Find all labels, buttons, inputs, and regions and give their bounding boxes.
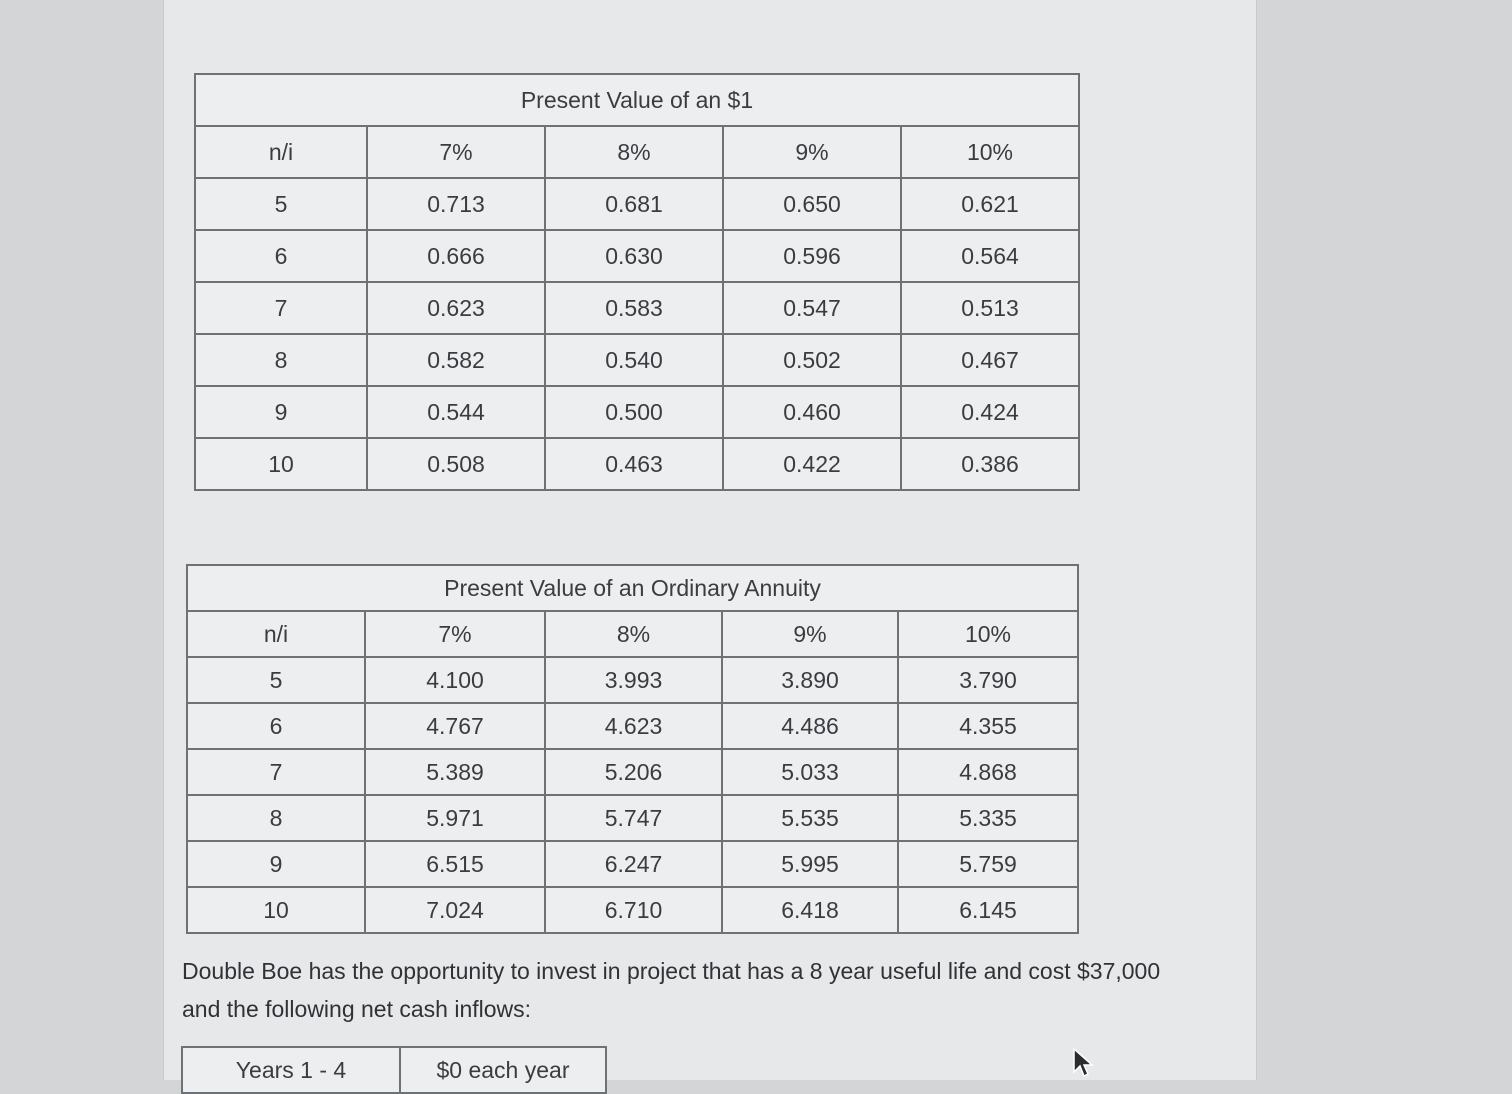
header-row <box>187 611 1078 657</box>
factor-cell: 5.389 <box>365 749 545 795</box>
factor-cell: 4.100 <box>365 657 545 703</box>
column-header: n/i <box>195 126 367 178</box>
factor-cell: 0.386 <box>901 438 1079 490</box>
period-cell: 6 <box>195 230 367 282</box>
factor-cell: 4.355 <box>898 703 1078 749</box>
column-header: n/i <box>187 611 365 657</box>
factor-cell: 4.868 <box>898 749 1078 795</box>
factor-cell: 3.790 <box>898 657 1078 703</box>
period-cell: 5 <box>195 178 367 230</box>
present-value-table <box>194 73 1080 491</box>
factor-cell: 0.424 <box>901 386 1079 438</box>
factor-cell: 4.767 <box>365 703 545 749</box>
table-row <box>195 178 1079 230</box>
factor-cell: 0.500 <box>545 386 723 438</box>
annuity-table <box>186 564 1079 934</box>
table-row <box>187 887 1078 933</box>
factor-cell: 0.582 <box>367 334 545 386</box>
factor-cell: 0.502 <box>723 334 901 386</box>
period-cell: 5 <box>187 657 365 703</box>
table-row <box>187 841 1078 887</box>
arrow-pointer-icon <box>1072 1048 1094 1078</box>
factor-cell: 5.033 <box>722 749 898 795</box>
factor-cell: 0.508 <box>367 438 545 490</box>
factor-cell: 5.995 <box>722 841 898 887</box>
table-title: Present Value of an Ordinary Annuity <box>187 565 1078 611</box>
factor-cell: 0.547 <box>723 282 901 334</box>
content-page <box>163 0 1257 1083</box>
period-cell: 8 <box>195 334 367 386</box>
factor-cell: 5.335 <box>898 795 1078 841</box>
table-row <box>195 282 1079 334</box>
factor-cell: 5.206 <box>545 749 722 795</box>
column-header: 10% <box>898 611 1078 657</box>
factor-cell: 0.713 <box>367 178 545 230</box>
period-cell: 9 <box>195 386 367 438</box>
period-cell: 8 <box>187 795 365 841</box>
factor-cell: 0.422 <box>723 438 901 490</box>
factor-cell: 0.596 <box>723 230 901 282</box>
period-cell: 10 <box>195 438 367 490</box>
problem-description: Double Boe has the opportunity to invest in project that has a 8 year useful life and cost $37,000 and the following net cash inflows: <box>182 958 1161 1022</box>
factor-cell: 6.710 <box>545 887 722 933</box>
table-row <box>195 386 1079 438</box>
factor-cell: 0.564 <box>901 230 1079 282</box>
header-row <box>195 126 1079 178</box>
factor-cell: 0.666 <box>367 230 545 282</box>
factor-cell: 3.890 <box>722 657 898 703</box>
factor-cell: 0.460 <box>723 386 901 438</box>
column-header: 10% <box>901 126 1079 178</box>
table-title: Present Value of an $1 <box>195 74 1079 126</box>
factor-cell: 0.467 <box>901 334 1079 386</box>
factor-cell: 0.544 <box>367 386 545 438</box>
factor-cell: 0.463 <box>545 438 723 490</box>
cash-flow-row <box>182 1047 606 1093</box>
table-row <box>195 438 1079 490</box>
table-row <box>187 703 1078 749</box>
period-cell: 7 <box>187 749 365 795</box>
period-cell: 10 <box>187 887 365 933</box>
factor-cell: 4.486 <box>722 703 898 749</box>
period-cell: 6 <box>187 703 365 749</box>
factor-cell: 6.418 <box>722 887 898 933</box>
factor-cell: 5.747 <box>545 795 722 841</box>
factor-cell: 0.513 <box>901 282 1079 334</box>
cash-flow-period: Years 1 - 4 <box>182 1047 400 1093</box>
cash-flow-amount: $0 each year <box>400 1047 606 1093</box>
column-header: 8% <box>545 611 722 657</box>
factor-cell: 0.540 <box>545 334 723 386</box>
factor-cell: 7.024 <box>365 887 545 933</box>
column-header: 9% <box>722 611 898 657</box>
column-header: 7% <box>367 126 545 178</box>
cash-flow-table <box>181 1046 607 1094</box>
table-row <box>195 230 1079 282</box>
period-cell: 7 <box>195 282 367 334</box>
factor-cell: 0.623 <box>367 282 545 334</box>
table-row <box>195 334 1079 386</box>
factor-cell: 0.681 <box>545 178 723 230</box>
column-header: 9% <box>723 126 901 178</box>
table-title-row <box>195 74 1079 126</box>
factor-cell: 0.630 <box>545 230 723 282</box>
factor-cell: 0.650 <box>723 178 901 230</box>
table-row <box>187 749 1078 795</box>
table-title-row <box>187 565 1078 611</box>
table-row <box>187 657 1078 703</box>
factor-cell: 3.993 <box>545 657 722 703</box>
period-cell: 9 <box>187 841 365 887</box>
table-row <box>187 795 1078 841</box>
factor-cell: 0.621 <box>901 178 1079 230</box>
column-header: 8% <box>545 126 723 178</box>
factor-cell: 5.759 <box>898 841 1078 887</box>
factor-cell: 0.583 <box>545 282 723 334</box>
factor-cell: 5.535 <box>722 795 898 841</box>
factor-cell: 6.515 <box>365 841 545 887</box>
factor-cell: 6.145 <box>898 887 1078 933</box>
factor-cell: 5.971 <box>365 795 545 841</box>
factor-cell: 6.247 <box>545 841 722 887</box>
factor-cell: 4.623 <box>545 703 722 749</box>
column-header: 7% <box>365 611 545 657</box>
